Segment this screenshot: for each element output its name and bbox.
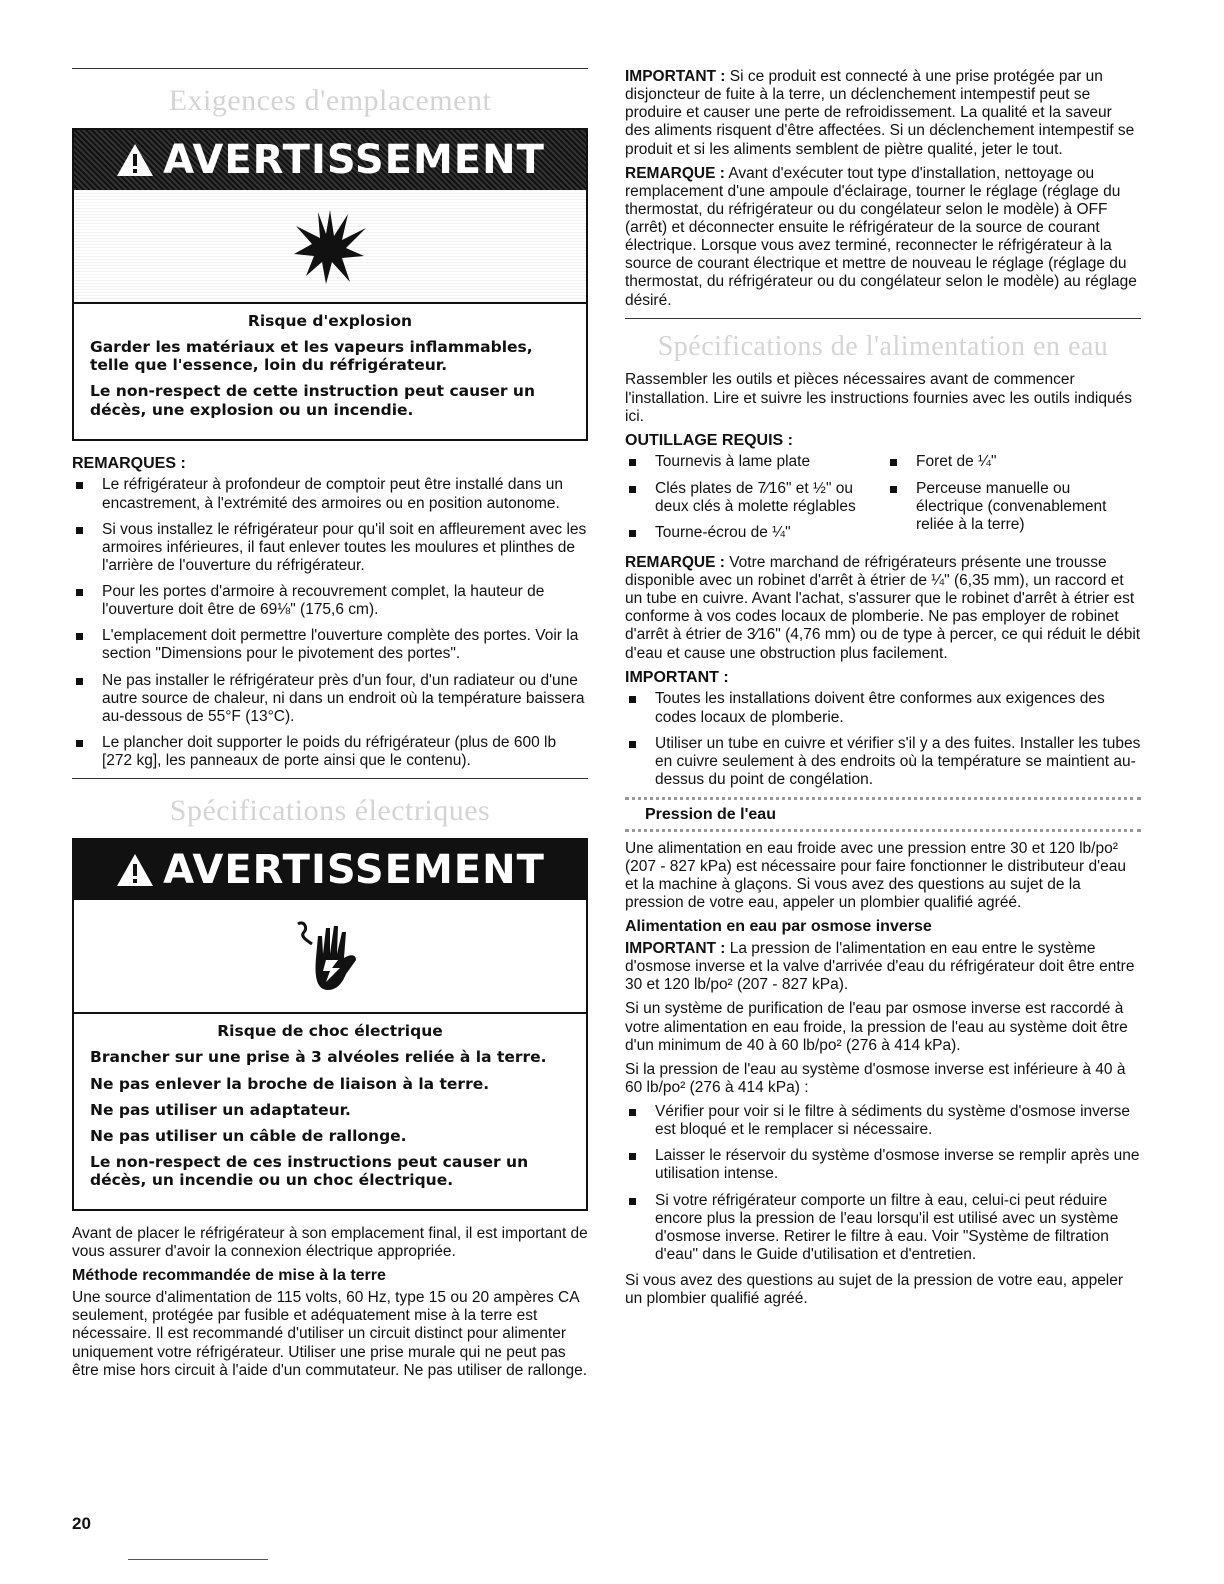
list-item: Perceuse manuelle ou électrique (convenablement reliée à la terre) <box>886 480 1141 534</box>
warning-icon-area <box>74 900 586 1014</box>
important-paragraph <box>625 68 1141 159</box>
section-title-location: Exigences d'emplacement <box>168 84 492 117</box>
explosion-warning-box <box>72 128 588 441</box>
important-text: La pression de l'alimentation en eau entre le système d'osmose inverse et la valve d'arrivée d'eau du réfrigérateur doit être entre 30 et 120 lb/po² (207 - 827 kPa). <box>625 940 1135 994</box>
body-paragraph: Une source d'alimentation de 115 volts, 60 Hz, type 15 ou 20 ampères CA seulement, protégée par fusible et adéquatement mise à la terre est nécessaire. Il est recommandé d'utiliser un circuit distinct pour alimenter uniquement votre réfrigérateur. Utiliser une prise murale qui ne peut pas être mise hors circuit à l'aide d'un commutateur. Ne pas utiliser de rallonge. <box>72 1289 588 1379</box>
pressure-heading-box <box>625 797 1141 832</box>
warning-body <box>74 304 586 439</box>
body-paragraph: Si vous avez des questions au sujet de la pression de votre eau, appeler un plombier qualifié agréé. <box>625 1272 1124 1308</box>
warning-title: AVERTISSEMENT <box>163 846 545 893</box>
list-item: L'emplacement doit permettre l'ouverture complète des portes. Voir la section "Dimensions pour le pivotement des portes". <box>72 627 588 663</box>
warning-text: Ne pas utiliser un câble de rallonge. <box>90 1126 407 1145</box>
warning-header <box>74 130 586 190</box>
important-label: IMPORTANT : <box>625 668 729 686</box>
section-title-water: Spécifications de l'alimentation en eau <box>657 330 1109 362</box>
grounding-heading: Méthode recommandée de mise à la terre <box>72 1267 386 1285</box>
warning-triangle-icon <box>115 142 155 178</box>
tools-list <box>625 453 1141 554</box>
important-label: IMPORTANT : <box>625 68 726 85</box>
footer-rule <box>128 1559 268 1560</box>
risk-label: Risque de choc électrique <box>217 1022 443 1041</box>
body-paragraph: Rassembler les outils et pièces nécessaires avant de commencer l'installation. Lire et suivre les instructions fournies avec les outils indiqués ici. <box>625 371 1132 425</box>
shock-warning-box <box>72 838 588 1211</box>
left-column <box>72 68 588 1386</box>
tools-list-right <box>886 453 1141 550</box>
explosion-icon <box>290 206 370 286</box>
section-rule <box>625 318 1141 319</box>
remarques-label: REMARQUES : <box>72 454 186 472</box>
warning-icon-area <box>74 190 586 304</box>
list-item: Laisser le réservoir du système d'osmose inverse se remplir après une utilisation intense. <box>625 1147 1141 1183</box>
electric-shock-hand-icon <box>290 914 370 998</box>
warning-title: AVERTISSEMENT <box>163 136 545 183</box>
remarques-list <box>72 476 588 770</box>
osmosis-list <box>625 1103 1141 1264</box>
list-item: Tournevis à lame plate <box>625 453 880 471</box>
important-list <box>625 690 1141 789</box>
warning-body <box>74 1014 586 1209</box>
section-rule <box>72 68 588 69</box>
list-item: Ne pas installer le réfrigérateur près d'un four, d'un radiateur ou d'une autre source de chaleur, ni dans un endroit où la température baissera au-dessous de 55°F (13°C). <box>72 672 588 726</box>
remarque-label: REMARQUE : <box>625 164 725 182</box>
list-item: Vérifier pour voir si le filtre à sédiments du système d'osmose inverse est bloqué et le remplacer si nécessaire. <box>625 1103 1141 1139</box>
list-item: Tourne-écrou de ¼" <box>625 524 880 542</box>
body-paragraph: Avant de placer le réfrigérateur à son emplacement final, il est important de vous assurer d'avoir la connexion électrique appropriée. <box>72 1225 588 1261</box>
tools-label: OUTILLAGE REQUIS : <box>625 431 793 449</box>
remarque-text: Votre marchand de réfrigérateurs présente une trousse disponible avec un robinet d'arrêt à étrier de ¼" (6,35 mm), un raccord et un tube en cuivre. Avant l'achat, s'assurer que le robinet d'arrêt à étrier est conforme à vos codes locaux de plomberie. Ne pas employer de robinet d'arrêt à étrier de 3⁄16" (4,76 mm) ou de type à percer, ce qui réduit le débit d'eau et cause une obstruction plus facilement. <box>625 553 1141 662</box>
warning-text: Brancher sur une prise à 3 alvéoles reliée à la terre. <box>90 1048 547 1067</box>
osmosis-heading: Alimentation en eau par osmose inverse <box>625 918 932 936</box>
list-item: Le réfrigérateur à profondeur de comptoir peut être installé dans un encastrement, à l'extrémité des armoires ou en position autonome. <box>72 476 588 512</box>
list-item: Toutes les installations doivent être conformes aux exigences des codes locaux de plomberie. <box>625 690 1141 726</box>
page-number: 20 <box>72 1514 91 1533</box>
warning-triangle-icon <box>115 852 155 888</box>
remarque-paragraph <box>625 554 1141 663</box>
remarque-text: Avant d'exécuter tout type d'installation, nettoyage ou remplacement d'une ampoule d'éclairage, tourner le réglage (réglage du thermostat, du réfrigérateur ou du congélateur selon le modèle) à OFF (arrêt) et déconnecter ensuite le réfrigérateur de la source de courant électrique. Lorsque vous avez terminé, reconnecter le réfrigérateur à la source de courant électrique et mettre de nouveau le réglage (réglage du thermostat, du réfrigérateur ou du congélateur selon le modèle) au réglage désiré. <box>625 164 1137 309</box>
body-paragraph: Une alimentation en eau froide avec une pression entre 30 et 120 lb/po² (207 - 827 kPa) est nécessaire pour faire fonctionner le distributeur d'eau et la machine à glaçons. Si vous avez des questions au sujet de la pression de votre eau, appeler un plombier qualifié agréé. <box>625 839 1126 912</box>
important-label: IMPORTANT : <box>625 940 726 957</box>
body-paragraph: Si un système de purification de l'eau par osmose inverse est raccordé à votre alimentation en eau froide, la pression de l'eau au système doit être d'un minimum de 40 à 60 lb/po² (276 à 414 kPa). <box>625 1000 1128 1054</box>
list-item: Le plancher doit supporter le poids du réfrigérateur (plus de 600 lb [272 kg], les panneaux de porte ainsi que le contenu). <box>72 734 588 770</box>
right-column <box>625 68 1141 1314</box>
list-item: Utiliser un tube en cuivre et vérifier s'il y a des fuites. Installer les tubes en cuivre seulement à des endroits où la température se maintient au-dessus du point de congélation. <box>625 735 1141 789</box>
body-paragraph: Si la pression de l'eau au système d'osmose inverse est inférieure à 40 à 60 lb/po² (276 à 414 kPa) : <box>625 1060 1126 1096</box>
important-paragraph <box>625 940 1141 994</box>
list-item: Clés plates de 7⁄16" et ½" ou deux clés à molette réglables <box>625 480 880 516</box>
warning-text: Ne pas utiliser un adaptateur. <box>90 1100 351 1119</box>
list-item: Foret de ¼" <box>886 453 1141 471</box>
warning-header <box>74 840 586 900</box>
warning-text: Garder les matériaux et les vapeurs inflammables, telle que l'essence, loin du réfrigérateur. <box>90 338 533 375</box>
risk-label: Risque d'explosion <box>247 312 413 331</box>
list-item: Pour les portes d'armoire à recouvrement complet, la hauteur de l'ouverture doit être de 69⅛" (175,6 cm). <box>72 583 588 619</box>
warning-text: Le non-respect de cette instruction peut causer un décès, une explosion ou un incendie. <box>90 382 535 419</box>
warning-text: Ne pas enlever la broche de liaison à la terre. <box>90 1074 490 1093</box>
list-item: Si votre réfrigérateur comporte un filtre à eau, celui-ci peut réduire encore plus la pression de l'eau lorsqu'il est utilisé avec un système d'osmose inverse. Retirer le filtre à eau. Voir "Système de filtration d'eau" dans le Guide d'utilisation et d'entretien. <box>625 1192 1141 1265</box>
section-title-electrical: Spécifications électriques <box>169 794 491 828</box>
tools-list-left <box>625 453 880 550</box>
list-item: Si vous installez le réfrigérateur pour qu'il soit en affleurement avec les armoires inférieures, il faut enlever toutes les moulures et plinthes de l'arrière de l'ouverture du réfrigérateur. <box>72 521 588 575</box>
pressure-heading: Pression de l'eau <box>645 806 776 824</box>
section-rule <box>72 778 588 779</box>
remarque-label: REMARQUE : <box>625 553 725 571</box>
remarque-paragraph <box>625 165 1141 310</box>
important-text: Si ce produit est connecté à une prise protégée par un disjoncteur de fuite à la terre, un déclenchement intempestif peut se produire et causer une perte de refroidissement. La qualité et la saveur des aliments risquent d'être affectées. Si un déclenchement intempestif se produit et si les aliments semblent de piètre qualité, jeter le tout. <box>625 68 1135 158</box>
warning-text: Le non-respect de ces instructions peut causer un décès, un incendie ou un choc électrique. <box>90 1152 529 1190</box>
